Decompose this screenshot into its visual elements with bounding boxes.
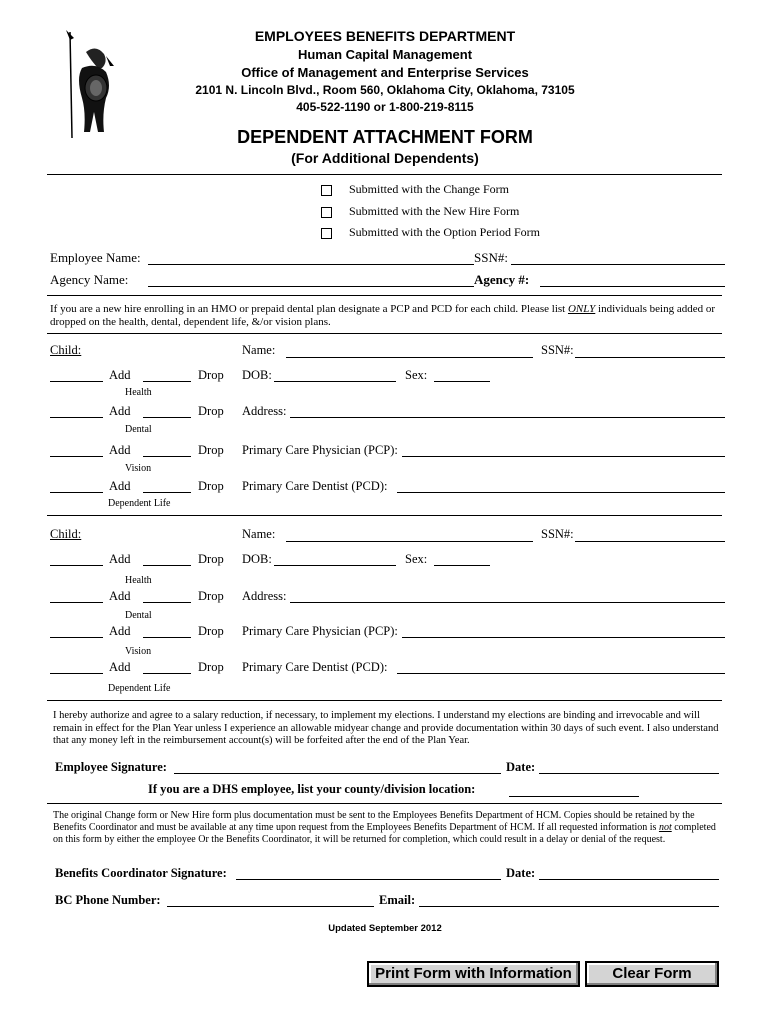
- child-1-life-add-field[interactable]: [50, 492, 103, 493]
- child-1-label: Child:: [50, 343, 82, 357]
- child-1-life-drop-label: Drop: [198, 479, 224, 493]
- phone-line: 405-522-1190 or 1-800-219-8115: [296, 100, 474, 114]
- child-2-pcd-label: Primary Care Dentist (PCD):: [242, 660, 388, 674]
- option-label-new-hire: Submitted with the New Hire Form: [349, 204, 520, 218]
- employee-signature-field[interactable]: [174, 773, 501, 774]
- child-2-life-drop-field[interactable]: [143, 673, 191, 674]
- child-1-vision-plan: Vision: [125, 463, 152, 474]
- child-2-dental-add-label: Add: [109, 589, 131, 603]
- child-2-health-drop-field[interactable]: [143, 565, 191, 566]
- employee-divider: [47, 295, 722, 296]
- child-1-ssn-label: SSN#:: [541, 343, 574, 357]
- bc-email-field[interactable]: [419, 906, 719, 907]
- child-1-sex-field[interactable]: [434, 381, 490, 382]
- checkbox-change-form[interactable]: [321, 185, 332, 196]
- child-1-address-field[interactable]: [290, 417, 725, 418]
- employee-date-label: Date:: [506, 760, 536, 774]
- address-line: 2101 N. Lincoln Blvd., Room 560, Oklahoma City, Oklahoma, 73105: [195, 83, 575, 97]
- instructions-divider: [47, 333, 722, 334]
- child-1-life-add-label: Add: [109, 479, 131, 493]
- child-2-sex-label: Sex:: [405, 552, 428, 566]
- child-1-pcd-label: Primary Care Dentist (PCD):: [242, 479, 388, 493]
- child-2-health-add-field[interactable]: [50, 565, 103, 566]
- child-2-health-drop-label: Drop: [198, 552, 224, 566]
- child-1-vision-add-label: Add: [109, 443, 131, 457]
- child-2-life-add-field[interactable]: [50, 673, 103, 674]
- child-2-health-plan: Health: [125, 575, 152, 586]
- child-2-pcd-field[interactable]: [397, 673, 725, 674]
- employee-name-label: Employee Name:: [50, 250, 141, 265]
- instructions: If you are a new hire enrolling in an HMO or prepaid dental plan designate a PCP and PCD for each child. Please list ONLY individuals being added or dropped on the health, dental, dependent life, &/or vision plans.: [50, 303, 716, 328]
- child-2-dental-drop-field[interactable]: [143, 602, 191, 603]
- signature-divider: [47, 803, 722, 804]
- child-1-health-drop-field[interactable]: [143, 381, 191, 382]
- child-2-life-plan: Dependent Life: [108, 683, 171, 694]
- child-2-label: Child:: [50, 527, 82, 541]
- child-2-vision-drop-field[interactable]: [143, 637, 191, 638]
- child-1-health-add-field[interactable]: [50, 381, 103, 382]
- child-1-vision-drop-field[interactable]: [143, 456, 191, 457]
- child-1-dental-add-field[interactable]: [50, 417, 103, 418]
- child-1-dob-label: DOB:: [242, 368, 272, 382]
- child-2-name-label: Name:: [242, 527, 276, 541]
- child-2-ssn-field[interactable]: [575, 541, 725, 542]
- authorization-text: I hereby authorize and agree to a salary reduction, if necessary, to implement my elections. I understand my elections are binding and irrevocable and will remain in effect for the Plan Year unless I experience an allowable midyear change and provide documentation within 30 days of such event. I also understand that any money left in the reimbursement account(s) will be forfeited after the end of the Plan Year.: [53, 710, 719, 746]
- child-2-ssn-label: SSN#:: [541, 527, 574, 541]
- child-1-life-plan: Dependent Life: [108, 498, 171, 509]
- coordinator-date-label: Date:: [506, 866, 536, 880]
- child-2-pcp-label: Primary Care Physician (PCP):: [242, 624, 398, 638]
- child-1-ssn-field[interactable]: [575, 357, 725, 358]
- child-1-pcp-field[interactable]: [402, 456, 725, 457]
- child-2-pcp-field[interactable]: [402, 637, 725, 638]
- employee-date-field[interactable]: [539, 773, 719, 774]
- child-1-dental-plan: Dental: [125, 424, 152, 435]
- child-1-dental-drop-label: Drop: [198, 404, 224, 418]
- child-1-address-label: Address:: [242, 404, 287, 418]
- child-2-dental-drop-label: Drop: [198, 589, 224, 603]
- clear-form-button[interactable]: Clear Form: [585, 961, 719, 987]
- employee-ssn-label: SSN#:: [474, 250, 508, 265]
- print-form-button[interactable]: Print Form with Information: [367, 961, 580, 987]
- hcm-title: Human Capital Management: [297, 47, 473, 62]
- child-1-vision-drop-label: Drop: [198, 443, 224, 457]
- bc-email-label: Email:: [379, 893, 416, 907]
- header-divider: [47, 174, 722, 175]
- child-1-dental-add-label: Add: [109, 404, 131, 418]
- child-1-health-add-label: Add: [109, 368, 131, 382]
- dhs-location-field[interactable]: [509, 796, 639, 797]
- child-2-address-label: Address:: [242, 589, 287, 603]
- bc-phone-field[interactable]: [167, 906, 374, 907]
- agency-name-field[interactable]: [148, 286, 474, 287]
- child-2-health-add-label: Add: [109, 552, 131, 566]
- child-1-life-drop-field[interactable]: [143, 492, 191, 493]
- child-1-vision-add-field[interactable]: [50, 456, 103, 457]
- child-1-pcd-field[interactable]: [397, 492, 725, 493]
- child-2-life-add-label: Add: [109, 660, 131, 674]
- agency-number-field[interactable]: [540, 286, 725, 287]
- updated-date: Updated September 2012: [328, 923, 442, 934]
- child-1-sex-label: Sex:: [405, 368, 428, 382]
- coordinator-signature-label: Benefits Coordinator Signature:: [55, 866, 227, 880]
- child-2-vision-plan: Vision: [125, 646, 152, 657]
- child-2-vision-add-label: Add: [109, 624, 131, 638]
- employee-ssn-field[interactable]: [511, 264, 725, 265]
- child-2-dental-add-field[interactable]: [50, 602, 103, 603]
- child-1-name-label: Name:: [242, 343, 276, 357]
- coordinator-signature-field[interactable]: [236, 879, 501, 880]
- dept-title: EMPLOYEES BENEFITS DEPARTMENT: [254, 28, 516, 44]
- checkbox-new-hire-form[interactable]: [321, 207, 332, 218]
- option-label-change: Submitted with the Change Form: [349, 182, 509, 196]
- notice-text: The original Change form or New Hire form plus documentation must be sent to the Employees Benefits Department of HCM. Copies should be retained by the Benefits Coordinator and must be available at any time upon request from the Employees Benefits Department of HCM. If all requested information is not completed on this form by either the employee Or the Benefits Coordinator, it will be returned for completion, which could result in a delay or denial of the request.: [53, 810, 716, 845]
- child-2-life-drop-label: Drop: [198, 660, 224, 674]
- agency-number-label: Agency #:: [474, 272, 530, 287]
- office-title: Office of Management and Enterprise Services: [241, 65, 529, 80]
- child-1-health-plan: Health: [125, 387, 152, 398]
- child-1-dob-field[interactable]: [274, 381, 396, 382]
- dhs-location-label: If you are a DHS employee, list your county/division location:: [148, 782, 476, 796]
- child-1-health-drop-label: Drop: [198, 368, 224, 382]
- child-2-vision-add-field[interactable]: [50, 637, 103, 638]
- bc-phone-label: BC Phone Number:: [55, 893, 161, 907]
- checkbox-option-period-form[interactable]: [321, 228, 332, 239]
- child-2-dob-label: DOB:: [242, 552, 272, 566]
- agency-name-label: Agency Name:: [50, 272, 129, 287]
- coordinator-date-field[interactable]: [539, 879, 719, 880]
- child-2-sex-field[interactable]: [434, 565, 490, 566]
- child-2-address-field[interactable]: [290, 602, 725, 603]
- child-1-divider: [47, 515, 722, 516]
- employee-name-field[interactable]: [148, 264, 474, 265]
- child-2-dob-field[interactable]: [274, 565, 396, 566]
- child-2-dental-plan: Dental: [125, 610, 152, 621]
- employee-signature-label: Employee Signature:: [55, 760, 167, 774]
- child-2-name-field[interactable]: [286, 541, 533, 542]
- form-subtitle: (For Additional Dependents): [291, 150, 479, 166]
- child-2-vision-drop-label: Drop: [198, 624, 224, 638]
- form-title: DEPENDENT ATTACHMENT FORM: [237, 127, 533, 147]
- child-1-dental-drop-field[interactable]: [143, 417, 191, 418]
- child-1-pcp-label: Primary Care Physician (PCP):: [242, 443, 398, 457]
- option-label-option-period: Submitted with the Option Period Form: [349, 225, 540, 239]
- child-2-divider: [47, 700, 722, 701]
- child-1-name-field[interactable]: [286, 357, 533, 358]
